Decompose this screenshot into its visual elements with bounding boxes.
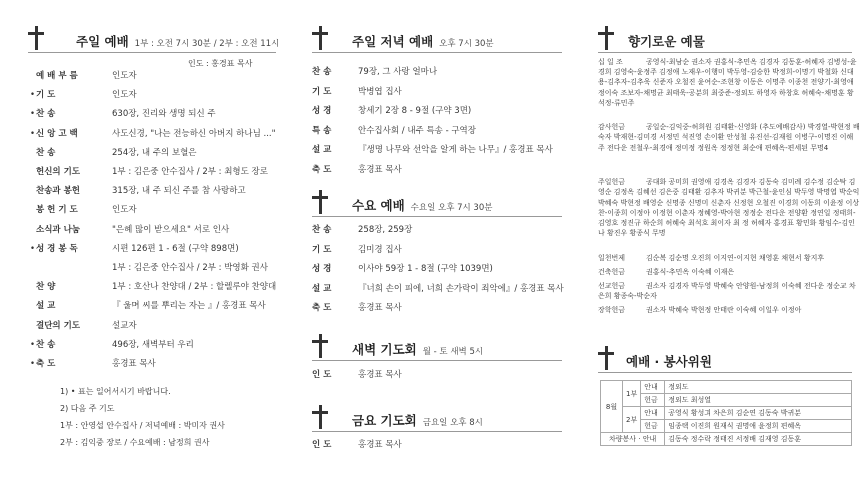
standing-mark: • <box>30 359 36 369</box>
cross-icon <box>598 346 614 370</box>
offering-entry <box>598 281 860 301</box>
order-value: 『너희 손이 피에, 너희 손가락이 죄악에』/ 홍경표 목사 <box>358 283 564 294</box>
order-value: 설교자 <box>112 320 137 331</box>
order-label: 신 앙 고 백 <box>36 128 78 139</box>
order-label: 성 경 <box>312 106 332 116</box>
offering-entry <box>598 267 860 277</box>
offering-names: 김순복 김순명 오진희 이지연-이지현 채영훈 채현서 황지후 <box>646 253 825 262</box>
friday-prayer-time: 금요일 오후 8시 <box>422 418 483 428</box>
order-value: 496장, 새벽부터 우리 <box>112 339 194 350</box>
offering-names: 공일순-김익중-허희원 김태환-신영화 (추도예배감사) 박경열-박현정 배숙자 박재현-김미경 서정민 석진영 손이환 안성철 유진선-김재원 이병구-이명진 이해주 전다운 전철우-최경애 정미정 정원옥 정정현 최순애 편혜옥-편세된 무명4 <box>598 123 860 152</box>
duty-names: 임종택 이진희 원재식 권명애 윤정희 편혜옥 <box>665 420 852 433</box>
duty-part: 2부 <box>623 407 641 433</box>
order-value: 인도자 <box>112 90 137 101</box>
order-label: 설 교 <box>312 283 332 294</box>
offering-label: 감사헌금 <box>598 123 626 132</box>
duty-names: 정외도 최성열 <box>665 394 852 407</box>
offering-names: 공대화 공미희 권영애 김경옥 김경자 김동숙 김미례 김수정 김순탁 김영순 김정옥 김혜선 김은중 김태환 김추자 박귀분 박근철-윤인심 박두영 박명엽 박순익 박혜숙 박현정 배영순 신명종 신명미 신춘자 신정현 오철진 이경희 이동희 이윤정 이상찬-이종희 이정아 이정현 이춘자 정혜영-박아현 정정순 전다운 전양환 정연일 정태희-김영호 정진규 하순희 허혜숙 최석호 최이자 최 정 허혜자 홍경표 황민화 황임수-김인나 황진우 황종식 무명 <box>598 178 860 238</box>
order-label: 찬 송 <box>312 225 332 235</box>
order-value: 1부 : 호산나 찬양대 / 2부 : 할렐루야 찬양대 <box>112 282 277 293</box>
order-value: 홍경표 목사 <box>358 440 402 450</box>
wednesday-service-title: 수요 예배 <box>352 198 405 213</box>
evening-service-heading <box>352 32 494 50</box>
note-prayer-2: 2부 : 김익중 장로 / 수요예배 : 남정희 권사 <box>60 438 210 447</box>
order-value: 315장, 내 주 되신 주를 참 사랑하고 <box>112 186 246 197</box>
evening-service-time: 오후 7시 30분 <box>439 39 494 49</box>
dawn-prayer-time: 월 - 토 새벽 5시 <box>422 347 484 357</box>
order-value: 『생명 나무와 선악을 알게 하는 나무』/ 홍경표 목사 <box>358 145 553 155</box>
cross-icon <box>312 334 328 358</box>
order-label: 봉 헌 기 도 <box>36 205 78 216</box>
standing-mark: • <box>30 339 36 350</box>
divider <box>312 216 562 217</box>
standing-mark: • <box>30 128 36 139</box>
offering-names: 공영식-최남순 권소자 권홍식-추민옥 김경자 김동훈-허혜자 김병성-윤경희 김영숙-윤정주 김정애 노재우-이행미 박두영-김승한 박정희-이명기 박철화 신대용-김추자-김추욱 신준자 오철진 윤여순-조현창 이동은 이명주 이종천 전양기-최영애 정이숙 조보자-채명균 최태욱-공분희 최중준-정외도 하영자 하창호 허혜숙-채명훈 황석정-류민주 <box>598 58 857 107</box>
order-label: 찬송과 봉헌 <box>36 186 81 197</box>
offering-names: 권소자 박혜숙 박현정 안태란 이숙혜 이일우 이정아 <box>646 306 802 315</box>
dawn-prayer-heading <box>352 340 483 358</box>
offering-label: 건축헌금 <box>598 267 626 276</box>
duty-title: 예배 · 봉사위원 <box>626 354 712 369</box>
offering-label: 주일헌금 <box>598 178 626 187</box>
duty-role: 헌금 <box>641 394 665 407</box>
order-label: 설 교 <box>312 145 332 155</box>
offering-entry <box>598 253 860 263</box>
order-value: 홍경표 목사 <box>112 359 156 369</box>
cross-icon <box>312 190 328 214</box>
order-label: 축 도 <box>36 359 56 369</box>
table-row <box>601 433 852 446</box>
duty-role: 안내 <box>641 381 665 394</box>
cross-icon <box>28 26 44 50</box>
evening-service-title: 주일 저녁 예배 <box>352 34 434 49</box>
order-label: 축 도 <box>312 303 332 313</box>
offering-entry <box>598 177 860 238</box>
sunday-service-leader: 인도 : 홍경표 목사 <box>188 59 253 68</box>
order-label: 예 배 부 름 <box>36 71 78 81</box>
order-value: 254장, 내 주의 보혈은 <box>112 147 197 158</box>
weekday-services-column <box>300 0 562 481</box>
order-label: 찬 송 <box>36 109 56 120</box>
divider <box>312 431 562 432</box>
cross-icon <box>312 405 328 429</box>
order-value: 79장, 그 사랑 얼마나 <box>358 67 438 77</box>
order-label: 성 경 <box>312 264 332 274</box>
friday-prayer-heading <box>352 411 483 429</box>
wednesday-service-time: 수요일 오후 7시 30분 <box>410 203 493 213</box>
cross-icon <box>598 26 614 50</box>
order-value: 시편 126편 1 - 6절 (구약 898면) <box>112 243 239 254</box>
order-value: 홍경표 목사 <box>358 370 402 380</box>
friday-prayer-title: 금요 기도회 <box>352 413 417 428</box>
duty-names: 공영식 황성긔 차은희 김순연 김동숙 박귀분 <box>665 407 852 420</box>
offering-label: 십 일 조 <box>598 58 623 66</box>
order-value: 사도신경, "나는 전능하신 아버지 하나님 ..." <box>112 128 276 139</box>
order-label: 찬 양 <box>36 282 56 293</box>
note-next-week: 2) 다음 주 기도 <box>60 404 115 413</box>
order-value: 인도자 <box>112 71 137 81</box>
dawn-prayer-title: 새벽 기도회 <box>352 342 417 357</box>
order-value: 창세기 2장 8 - 9절 (구약 3면) <box>358 106 472 116</box>
order-value: 안수집사회 / 내주 특송 - 구역장 <box>358 125 476 136</box>
duty-part: 1부 <box>623 381 641 407</box>
duty-role: 안내 <box>641 407 665 420</box>
standing-mark: • <box>30 243 36 254</box>
note-prayer-1: 1부 : 안영섭 안수집사 / 저녁예배 : 박미자 권사 <box>60 421 225 430</box>
order-label: 특 송 <box>312 125 332 136</box>
duty-names: 정외도 <box>665 381 852 394</box>
table-row <box>601 381 852 394</box>
order-value: 1부 : 김은중 안수집사 / 2부 : 최형도 장로 <box>112 167 268 177</box>
duty-footer-names: 김동숙 정수락 정태진 서정배 김재영 김동훈 <box>665 433 852 446</box>
sunday-service-column <box>0 0 282 481</box>
order-value: 1부 : 김은중 안수집사 / 2부 : 박영화 권사 <box>112 263 268 273</box>
divider <box>312 360 562 361</box>
order-value: 630장, 진리와 생명 되신 주 <box>112 109 216 120</box>
offering-label: 장학헌금 <box>598 306 626 315</box>
order-label: 찬 송 <box>36 147 56 158</box>
order-label: 축 도 <box>312 164 332 175</box>
order-value: 김미경 집사 <box>358 244 402 255</box>
duty-table <box>600 380 852 446</box>
duty-role: 헌금 <box>641 420 665 433</box>
order-label: 결단의 기도 <box>36 320 81 331</box>
divider <box>598 372 852 373</box>
order-label: 찬 송 <box>36 339 56 350</box>
sunday-service-time: 1부 : 오전 7시 30분 / 2부 : 오전 11시 <box>134 39 280 49</box>
divider <box>28 52 276 53</box>
order-value: 『 울며 씨를 뿌리는 자는 』/ 홍경표 목사 <box>112 301 266 312</box>
order-label: 헌신의 기도 <box>36 167 81 177</box>
order-label: 성 경 봉 독 <box>36 243 78 254</box>
order-label: 인 도 <box>312 440 332 450</box>
sunday-service-title: 주일 예배 <box>76 34 129 49</box>
order-value: 이사야 59장 1 - 8절 (구약 1039면) <box>358 264 493 274</box>
order-value: 홍경표 목사 <box>358 303 402 313</box>
offering-label: 선교헌금 <box>598 282 626 290</box>
order-label: 찬 송 <box>312 67 332 77</box>
wednesday-service-heading <box>352 196 492 214</box>
sunday-service-heading <box>76 32 279 50</box>
duty-month: 8월 <box>601 381 623 433</box>
divider <box>598 52 852 53</box>
standing-mark: • <box>30 90 36 101</box>
order-value: 인도자 <box>112 205 137 216</box>
table-row <box>601 407 852 420</box>
offering-names: 권소자 김경자 박두영 박혜숙 안양원-남정희 이숙혜 전다운 정순교 차은희 황종숙-박순자 <box>598 282 856 301</box>
offering-entry <box>598 57 860 108</box>
offering-title: 향기로운 예물 <box>628 34 705 49</box>
order-label: 기 도 <box>312 244 332 255</box>
offering-label: 일천번제 <box>598 253 626 262</box>
order-value: "은혜 많이 받으세요" 서로 인사 <box>112 224 230 235</box>
order-label: 기 도 <box>312 86 332 97</box>
offering-column <box>590 0 860 481</box>
order-label: 기 도 <box>36 90 56 101</box>
order-value: 홍경표 목사 <box>358 164 402 175</box>
duty-footer-role: 차량봉사 · 안내 <box>601 433 665 446</box>
order-label: 인 도 <box>312 370 332 380</box>
order-label: 소식과 나눔 <box>36 224 81 235</box>
order-label: 설 교 <box>36 301 56 312</box>
order-value: 박병엽 집사 <box>358 86 402 97</box>
offering-entry <box>598 305 860 315</box>
divider <box>312 52 562 53</box>
cross-icon <box>312 26 328 50</box>
order-value: 258장, 259장 <box>358 225 413 235</box>
offering-entry <box>598 122 860 153</box>
standing-mark: • <box>30 109 36 120</box>
offering-names: 권홍식-추민옥 이숙혜 이재은 <box>646 267 735 276</box>
note-standing: 1) • 표는 일어서시기 바랍니다. <box>60 387 171 396</box>
